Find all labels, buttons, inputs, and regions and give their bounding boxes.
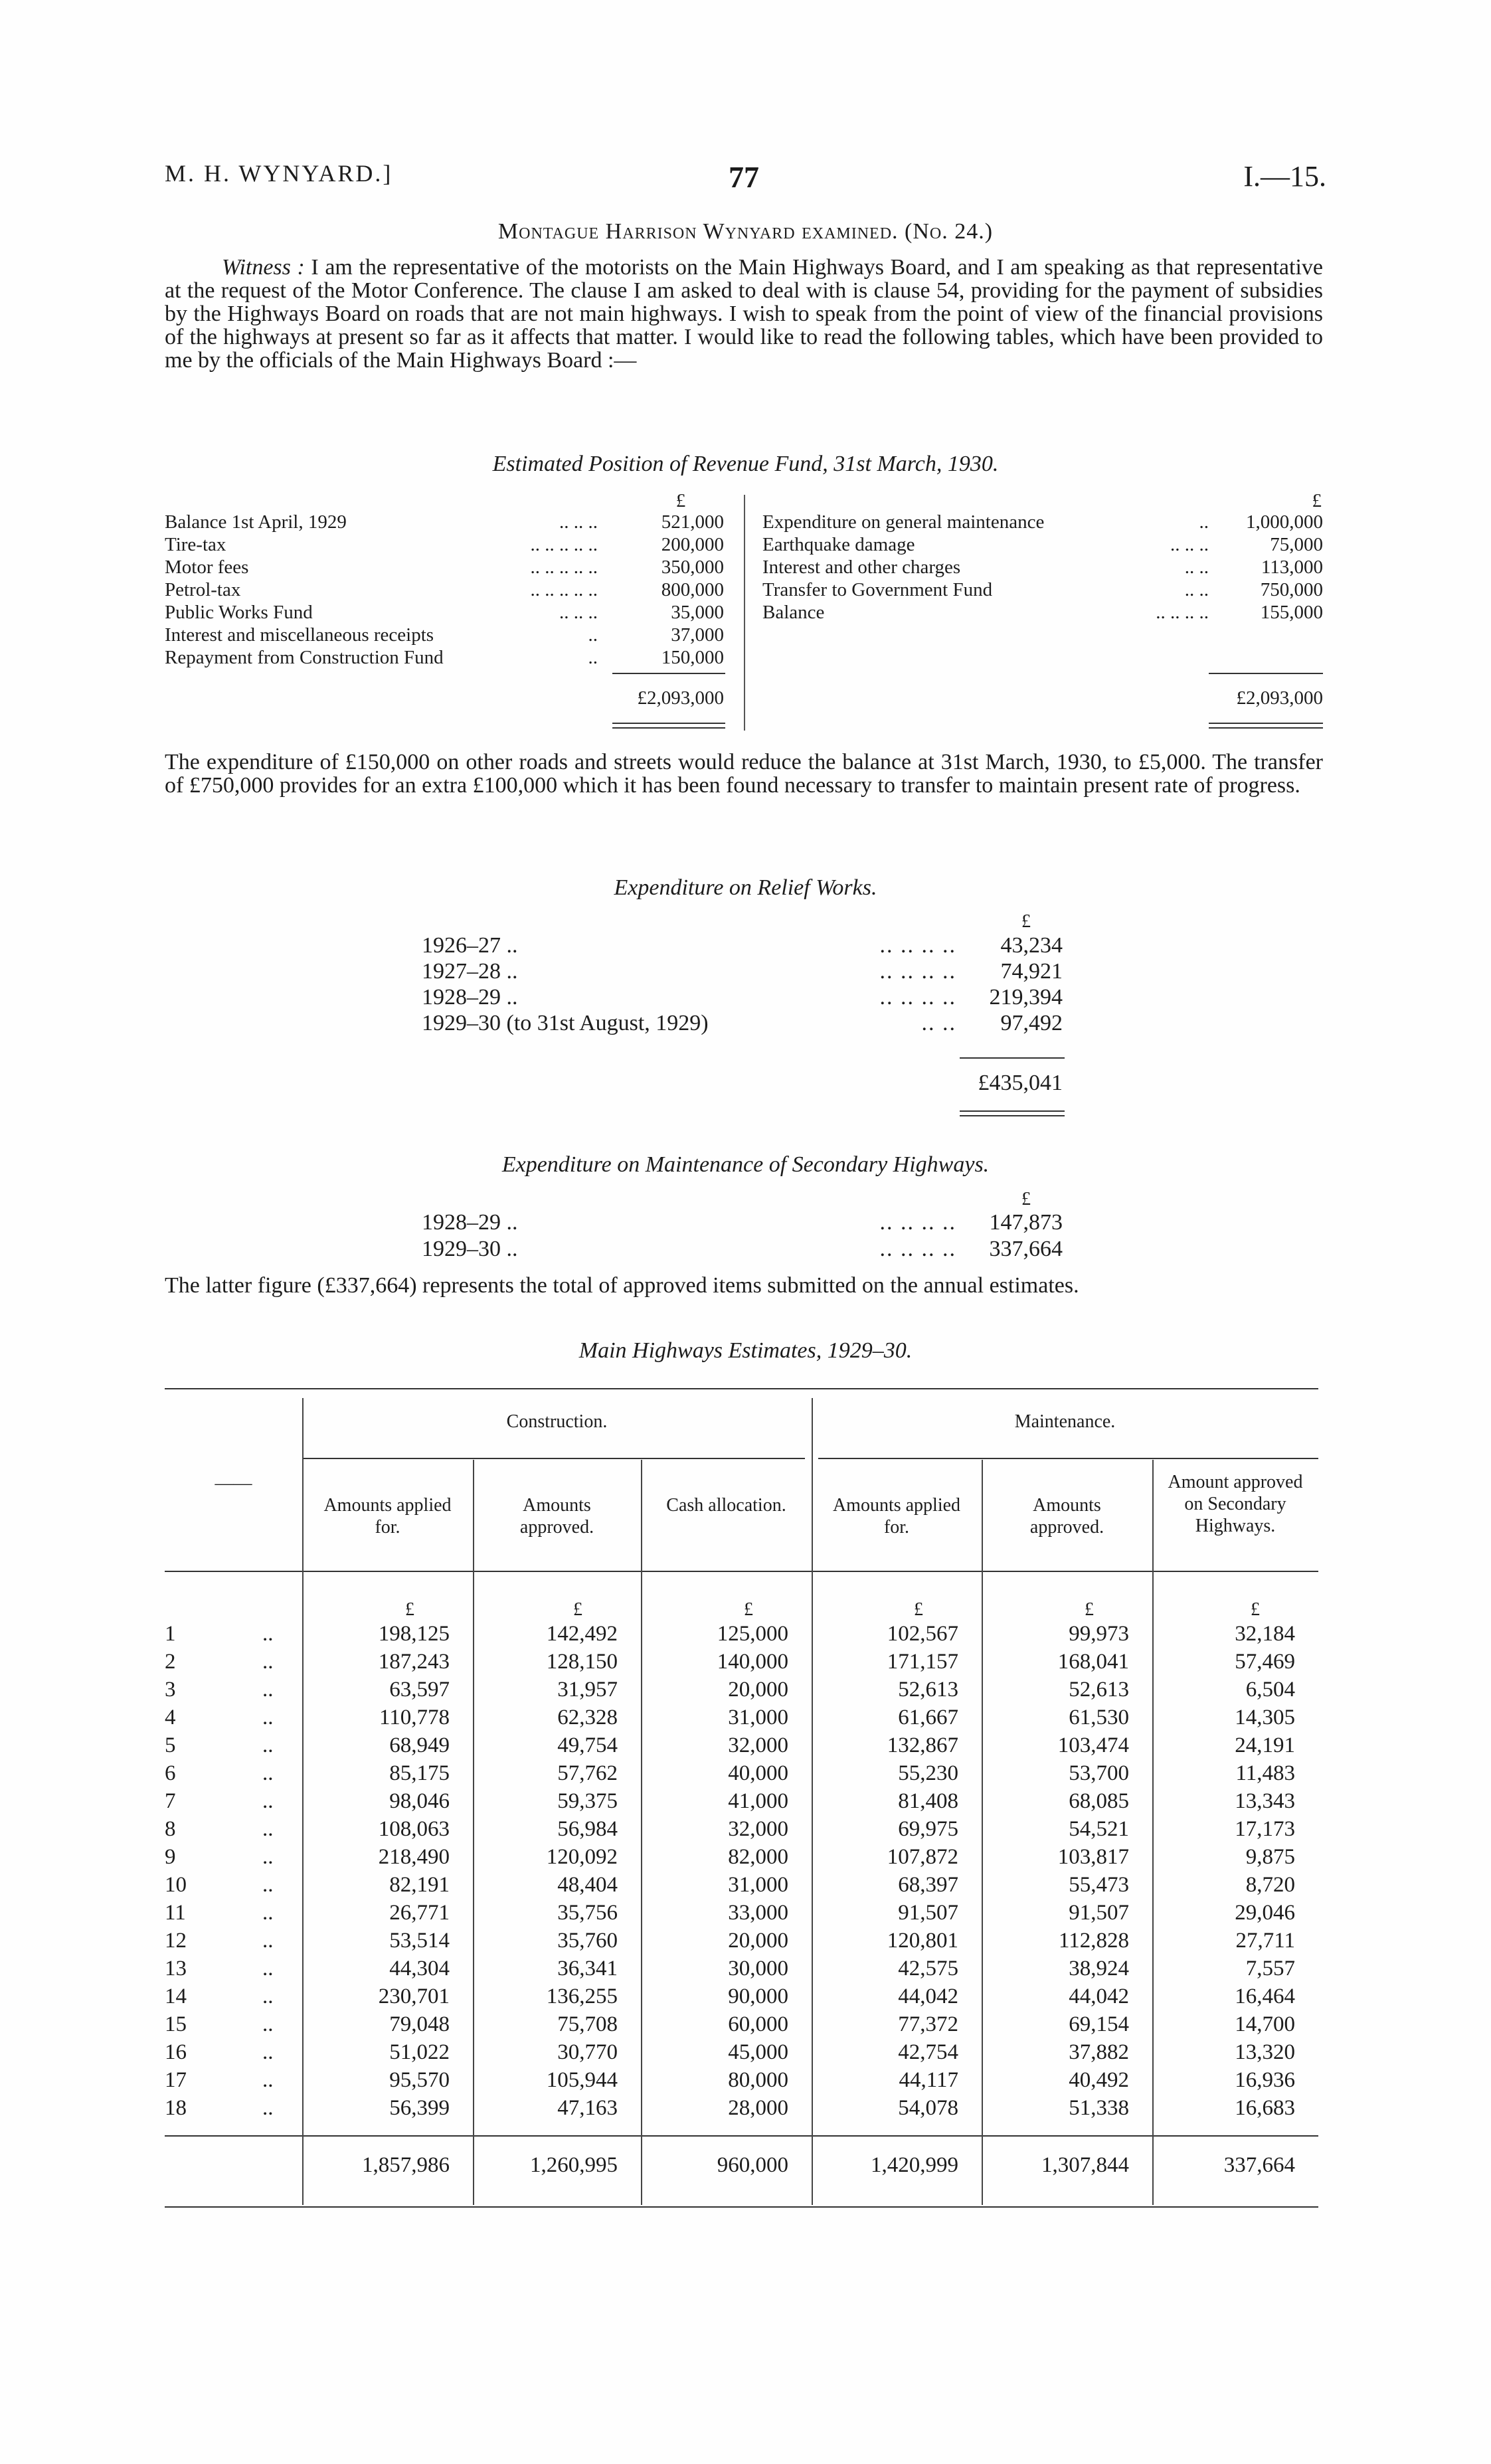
secondary-year: 1929–30 .. (422, 1237, 518, 1261)
expenditure-item-label: Balance (762, 602, 825, 623)
table-cell: 68,949 (389, 1733, 450, 1757)
table-cell: 42,754 (898, 2040, 958, 2064)
table-cell: 82,191 (389, 1873, 450, 1897)
currency-symbol: £ (405, 1599, 414, 1620)
table-cell: 95,570 (389, 2068, 450, 2092)
leader-dots: .. (588, 624, 598, 646)
table-cell: 28,000 (728, 2096, 788, 2120)
leader-dots: .. (262, 1929, 274, 1953)
table-cell: 102,567 (887, 1622, 958, 1646)
table-cell: 103,817 (1057, 1845, 1129, 1869)
leader-dots: .. (262, 2068, 274, 2092)
paragraph-balance: The expenditure of £150,000 on other roads and streets would reduce the balance at 31st March, 1930, to £5,000. The transfer of £750,000 provides for an extra £100,000 which it has been found necessary to transfer to maintain present rate of progress. (165, 750, 1323, 798)
table-cell: 48,404 (557, 1873, 618, 1897)
table-cell: 108,063 (378, 1817, 450, 1841)
group-header-maintenance: Maintenance. (1014, 1411, 1116, 1432)
table-cell: 110,778 (379, 1706, 450, 1729)
leader-dots: .. (262, 1873, 274, 1897)
table-cell: 45,000 (728, 2040, 788, 2064)
row-number: 13 (165, 1957, 187, 1980)
revenue-total: £2,093,000 (637, 687, 724, 709)
leader-dots: .. .. .. .. (879, 959, 956, 984)
table-cell: 20,000 (728, 1929, 788, 1953)
row-number: 3 (165, 1678, 176, 1702)
leader-dots: .. (262, 1957, 274, 1980)
leader-dots: .. (262, 1678, 274, 1702)
table-cell: 198,125 (378, 1622, 450, 1646)
table-cell: 33,000 (728, 1901, 788, 1925)
table-cell: 51,022 (389, 2040, 450, 2064)
secondary-value: 147,873 (989, 1210, 1063, 1235)
table-total: 1,420,999 (871, 2153, 958, 2177)
table-cell: 61,530 (1069, 1706, 1129, 1729)
relief-caption: Expenditure on Relief Works. (614, 875, 877, 900)
relief-year: 1927–28 .. (422, 959, 518, 984)
table-cell: 44,042 (1069, 1984, 1129, 2008)
leader-dots: .. (262, 1901, 274, 1925)
expenditure-item-value: 113,000 (1261, 557, 1323, 578)
expenditure-item-label: Expenditure on general maintenance (762, 511, 1045, 533)
leader-dots: .. (262, 1761, 274, 1785)
leader-dots: .. .. .. .. (879, 1210, 956, 1235)
table-cell: 31,000 (728, 1873, 788, 1897)
table-cell: 44,304 (389, 1957, 450, 1980)
table-cell: 31,000 (728, 1706, 788, 1729)
secondary-year: 1928–29 .. (422, 1210, 518, 1235)
table-total: 337,664 (1223, 2153, 1295, 2177)
leader-dots: .. .. .. (559, 602, 598, 623)
table-cell: 80,000 (728, 2068, 788, 2092)
revenue-item-label: Motor fees (165, 557, 249, 578)
row-number: 1 (165, 1622, 176, 1646)
paragraph-latter-figure: The latter figure (£337,664) represents the total of approved items submitted on the annual estimates. (165, 1273, 1079, 1298)
row-number: 11 (165, 1901, 186, 1925)
revenue-item-value: 521,000 (661, 511, 724, 533)
group-header-construction: Construction. (506, 1411, 608, 1432)
currency-symbol: £ (573, 1599, 582, 1620)
table-cell: 103,474 (1057, 1733, 1129, 1757)
table-cell: 53,700 (1069, 1761, 1129, 1785)
column-header: Amounts approved. (519, 1495, 594, 1538)
table-cell: 53,514 (389, 1929, 450, 1953)
table-cell: 120,801 (887, 1929, 958, 1953)
table-cell: 55,473 (1069, 1873, 1129, 1897)
table-cell: 8,720 (1245, 1873, 1295, 1897)
currency-symbol: £ (675, 490, 686, 511)
table-cell: 171,157 (887, 1650, 958, 1674)
table-cell: 85,175 (389, 1761, 450, 1785)
table-cell: 98,046 (389, 1789, 450, 1813)
expenditure-item-value: 155,000 (1260, 602, 1323, 623)
leader-dots: .. .. (1184, 557, 1209, 578)
table-cell: 56,984 (557, 1817, 618, 1841)
group-rule (818, 1458, 1318, 1459)
estimates-caption: Main Highways Estimates, 1929–30. (578, 1338, 913, 1363)
totals-rule (165, 2135, 1318, 2137)
table-cell: 132,867 (887, 1733, 958, 1757)
witness-text: I am the representative of the motorists on the Main Highways Board, and I am speaking as that representative at the request of the Motor Conference. The clause I am asked to deal with is clause 54, providing for the payment of subsidies by the Highways Board on roads that are not main highways. I wish to speak from the point of view of the financial provisions of the highways at present so far as it affects that matter. I would like to read the following tables, which have been provided to me by the officials of the Main Highways Board :— (165, 255, 1324, 373)
relief-value: 74,921 (1000, 959, 1063, 984)
expenditure-item-value: 1,000,000 (1246, 511, 1323, 533)
table-cell: 54,521 (1069, 1817, 1129, 1841)
table-cell: 77,372 (898, 2012, 958, 2036)
rule (960, 1057, 1065, 1059)
table-cell: 35,760 (557, 1929, 618, 1953)
leader-dots: .. .. .. .. .. (530, 579, 598, 600)
table-cell: 140,000 (717, 1650, 788, 1674)
row-number: 10 (165, 1873, 187, 1897)
expenditure-item-label: Interest and other charges (762, 557, 961, 578)
leader-dots: .. .. .. .. .. (530, 557, 598, 578)
page-number: 77 (729, 160, 759, 194)
witness-label: Witness : (222, 255, 305, 280)
table-cell: 105,944 (546, 2068, 618, 2092)
rule (612, 673, 725, 674)
table-cell: 27,711 (1235, 1929, 1295, 1953)
table-total: 1,857,986 (362, 2153, 450, 2177)
table-cell: 6,504 (1245, 1678, 1295, 1702)
expenditure-item-value: 750,000 (1260, 579, 1323, 600)
double-rule (612, 723, 725, 729)
row-number: 18 (165, 2096, 187, 2120)
leader-dots: .. .. .. .. (1156, 602, 1209, 623)
column-header: Amounts applied for. (832, 1495, 961, 1538)
leader-dots: .. .. .. .. (879, 933, 956, 958)
table-cell: 79,048 (389, 2012, 450, 2036)
revenue-item-label: Petrol-tax (165, 579, 241, 600)
leader-dots: .. (262, 1789, 274, 1813)
table-cell: 24,191 (1235, 1733, 1295, 1757)
table-cell: 42,575 (898, 1957, 958, 1980)
table-cell: 61,667 (898, 1706, 958, 1729)
row-number: 2 (165, 1650, 176, 1674)
table-cell: 37,882 (1069, 2040, 1129, 2064)
table-cell: 52,613 (1069, 1678, 1129, 1702)
table-cell: 7,557 (1245, 1957, 1295, 1980)
paper-reference: I.—15. (1243, 160, 1326, 193)
table-cell: 26,771 (389, 1901, 450, 1925)
relief-value: 43,234 (1000, 933, 1063, 958)
row-number: 15 (165, 2012, 187, 2036)
table-cell: 81,408 (898, 1789, 958, 1813)
leader-dots: .. (262, 1622, 274, 1646)
currency-symbol: £ (914, 1599, 923, 1620)
table-cell: 36,341 (557, 1957, 618, 1980)
leader-dots: .. .. (1184, 579, 1209, 600)
table-cell: 9,875 (1245, 1845, 1295, 1869)
table-cell: 49,754 (557, 1733, 618, 1757)
relief-year: 1929–30 (to 31st August, 1929) (422, 1011, 709, 1035)
rule (1209, 673, 1323, 674)
double-rule (960, 1110, 1065, 1116)
leader-dots: .. (262, 1733, 274, 1757)
table-total: 1,307,844 (1041, 2153, 1129, 2177)
row-number: 12 (165, 1929, 187, 1953)
table-cell: 16,464 (1235, 1984, 1295, 2008)
row-number: 16 (165, 2040, 187, 2064)
table-cell: 90,000 (728, 1984, 788, 2008)
column-header: Amounts approved. (1029, 1495, 1104, 1538)
table-cell: 68,085 (1069, 1789, 1129, 1813)
revenue-item-label: Public Works Fund (165, 602, 313, 623)
revenue-item-label: Tire-tax (165, 534, 226, 555)
row-number: 4 (165, 1706, 176, 1729)
leader-dots: .. .. (921, 1011, 956, 1035)
column-divider (744, 495, 745, 731)
relief-value: 219,394 (989, 985, 1063, 1010)
table-cell: 91,507 (898, 1901, 958, 1925)
relief-total: £435,041 (978, 1071, 1063, 1095)
revenue-item-value: 200,000 (661, 534, 724, 555)
table-cell: 62,328 (557, 1706, 618, 1729)
table-cell: 168,041 (1057, 1650, 1129, 1674)
table-cell: 75,708 (557, 2012, 618, 2036)
leader-dots: .. (588, 647, 598, 668)
table-cell: 16,936 (1235, 2068, 1295, 2092)
table-cell: 44,042 (898, 1984, 958, 2008)
table-total: 960,000 (717, 2153, 788, 2177)
table-cell: 47,163 (557, 2096, 618, 2120)
table-cell: 17,173 (1235, 1817, 1295, 1841)
table-cell: 32,184 (1235, 1622, 1295, 1646)
table-cell: 128,150 (546, 1650, 618, 1674)
table-cell: 99,973 (1069, 1622, 1129, 1646)
running-head-left: M. H. WYNYARD.] (165, 160, 393, 187)
table-cell: 13,343 (1235, 1789, 1295, 1813)
table-cell: 142,492 (546, 1622, 618, 1646)
table-cell: 136,255 (546, 1984, 618, 2008)
table-cell: 55,230 (898, 1761, 958, 1785)
table-cell: 30,770 (557, 2040, 618, 2064)
revenue-item-label: Repayment from Construction Fund (165, 647, 444, 668)
table-cell: 187,243 (378, 1650, 450, 1674)
table-cell: 13,320 (1235, 2040, 1295, 2064)
row-number: 17 (165, 2068, 187, 2092)
leader-dots: .. .. .. (559, 511, 598, 533)
table-cell: 112,828 (1058, 1929, 1129, 1953)
table-cell: 54,078 (898, 2096, 958, 2120)
leader-dots: .. .. .. .. (879, 985, 956, 1010)
table-cell: 59,375 (557, 1789, 618, 1813)
table-cell: 11,483 (1235, 1761, 1295, 1785)
table-cell: 82,000 (728, 1845, 788, 1869)
table-cell: 44,117 (899, 2068, 958, 2092)
table-cell: 41,000 (728, 1789, 788, 1813)
table-cell: 35,756 (557, 1901, 618, 1925)
table-cell: 40,000 (728, 1761, 788, 1785)
leader-dots: .. (262, 1845, 274, 1869)
row-number: 14 (165, 1984, 187, 2008)
table-cell: 91,507 (1069, 1901, 1129, 1925)
table-cell: 60,000 (728, 2012, 788, 2036)
table-cell: 29,046 (1235, 1901, 1295, 1925)
expenditure-item-label: Transfer to Government Fund (762, 579, 993, 600)
table-top-rule (165, 1388, 1318, 1389)
table-bottom-rule (165, 2206, 1318, 2208)
leader-dots: .. (1199, 511, 1209, 533)
leader-dots: .. (262, 1817, 274, 1841)
column-header: Amount approved on Secondary Highways. (1168, 1472, 1303, 1536)
witness-statement (165, 256, 1323, 372)
table-cell: 57,469 (1235, 1650, 1295, 1674)
leader-dots: .. .. .. .. .. (530, 534, 598, 555)
expenditure-item-label: Earthquake damage (762, 534, 915, 555)
revenue-item-label: Interest and miscellaneous receipts (165, 624, 434, 646)
table-cell: 69,975 (898, 1817, 958, 1841)
leader-dots: .. (262, 1984, 274, 2008)
table-cell: 40,492 (1069, 2068, 1129, 2092)
row-number: 5 (165, 1733, 176, 1757)
table-cell: 14,700 (1235, 2012, 1295, 2036)
secondary-caption: Expenditure on Maintenance of Secondary Highways. (501, 1152, 990, 1177)
table-cell: 14,305 (1235, 1706, 1295, 1729)
table-cell: 125,000 (717, 1622, 788, 1646)
blank-header: —— (215, 1473, 252, 1494)
expenditure-item-value: 75,000 (1270, 534, 1323, 555)
leader-dots: .. (262, 1706, 274, 1729)
currency-symbol: £ (1312, 490, 1322, 511)
leader-dots: .. (262, 2012, 274, 2036)
revenue-item-label: Balance 1st April, 1929 (165, 511, 347, 533)
currency-symbol: £ (1021, 911, 1031, 932)
leader-dots: .. (262, 2096, 274, 2120)
revenue-item-value: 150,000 (661, 647, 724, 668)
group-rule (302, 1458, 805, 1459)
table-cell: 30,000 (728, 1957, 788, 1980)
table-cell: 32,000 (728, 1733, 788, 1757)
header-bottom-rule (165, 1571, 1318, 1572)
leader-dots: .. (262, 2040, 274, 2064)
table-cell: 56,399 (389, 2096, 450, 2120)
table-cell: 52,613 (898, 1678, 958, 1702)
table-cell: 32,000 (728, 1817, 788, 1841)
revenue-item-value: 350,000 (661, 557, 724, 578)
relief-year: 1928–29 .. (422, 985, 518, 1010)
leader-dots: .. (262, 1650, 274, 1674)
leader-dots: .. .. .. (1170, 534, 1209, 555)
currency-symbol: £ (1251, 1599, 1260, 1620)
leader-dots: .. .. .. .. (879, 1237, 956, 1261)
section-title: Montague Harrison Wynyard examined. (No. 24.) (497, 219, 994, 244)
currency-symbol: £ (1021, 1189, 1031, 1209)
table-cell: 63,597 (389, 1678, 450, 1702)
revenue-item-value: 800,000 (661, 579, 724, 600)
row-number: 7 (165, 1789, 176, 1813)
column-header: Cash allocation. (666, 1495, 786, 1516)
table-cell: 31,957 (557, 1678, 618, 1702)
table-cell: 38,924 (1069, 1957, 1129, 1980)
double-rule (1209, 723, 1323, 729)
row-number: 8 (165, 1817, 176, 1841)
table-cell: 68,397 (898, 1873, 958, 1897)
table-cell: 230,701 (378, 1984, 450, 2008)
table-cell: 120,092 (546, 1845, 618, 1869)
table-cell: 20,000 (728, 1678, 788, 1702)
table-total: 1,260,995 (530, 2153, 618, 2177)
column-header: Amounts applied for. (323, 1495, 452, 1538)
revenue-item-value: 35,000 (671, 602, 724, 623)
expenditure-total: £2,093,000 (1236, 687, 1323, 709)
currency-symbol: £ (744, 1599, 753, 1620)
relief-value: 97,492 (1000, 1011, 1063, 1035)
relief-year: 1926–27 .. (422, 933, 518, 958)
secondary-value: 337,664 (989, 1237, 1063, 1261)
table-cell: 69,154 (1069, 2012, 1129, 2036)
table-cell: 57,762 (557, 1761, 618, 1785)
table-cell: 218,490 (378, 1845, 450, 1869)
row-number: 6 (165, 1761, 176, 1785)
revenue-caption: Estimated Position of Revenue Fund, 31st March, 1930. (492, 452, 999, 476)
row-number: 9 (165, 1845, 176, 1869)
revenue-item-value: 37,000 (671, 624, 724, 646)
currency-symbol: £ (1085, 1599, 1094, 1620)
table-cell: 107,872 (887, 1845, 958, 1869)
table-cell: 51,338 (1069, 2096, 1129, 2120)
table-cell: 16,683 (1235, 2096, 1295, 2120)
